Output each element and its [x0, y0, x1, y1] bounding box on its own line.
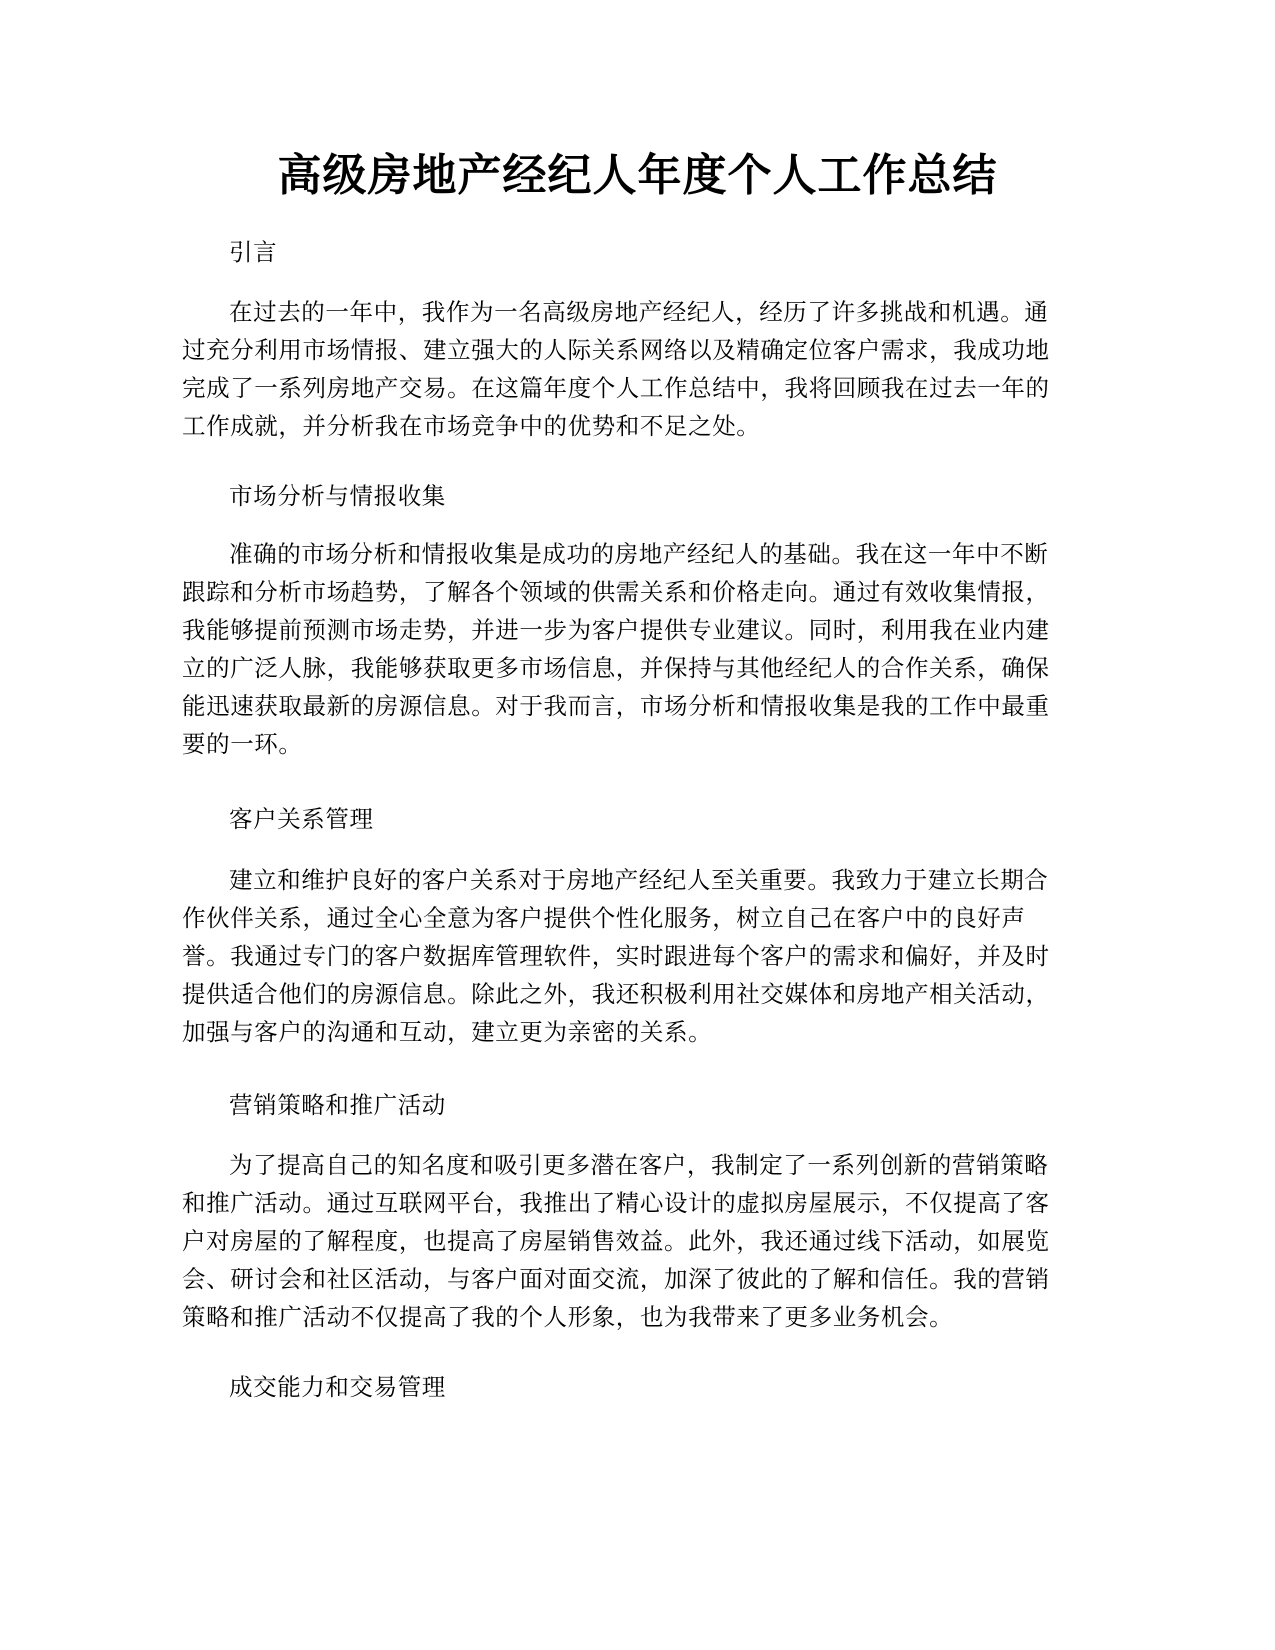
paragraph-line: 提供适合他们的房源信息。除此之外，我还积极利用社交媒体和房地产相关活动， — [182, 980, 1050, 1008]
paragraph-line: 策略和推广活动不仅提高了我的个人形象，也为我带来了更多业务机会。 — [182, 1303, 954, 1331]
paragraph-line: 在过去的一年中，我作为一名高级房地产经纪人，经历了许多挑战和机遇。通 — [229, 298, 1049, 326]
paragraph-line: 准确的市场分析和情报收集是成功的房地产经纪人的基础。我在这一年中不断 — [229, 540, 1049, 568]
section-paragraph-market-analysis — [182, 535, 1080, 763]
paragraph-line: 跟踪和分析市场趋势，了解各个领域的供需关系和价格走向。通过有效收集情报， — [182, 578, 1050, 606]
section-paragraph-client-relations — [182, 861, 1080, 1051]
section-heading-market-analysis: 市场分析与情报收集 — [229, 482, 446, 510]
section-heading-client-relations: 客户关系管理 — [229, 805, 374, 833]
paragraph-line: 誉。我通过专门的客户数据库管理软件，实时跟进每个客户的需求和偏好，并及时 — [182, 942, 1050, 970]
document-title: 高级房地产经纪人年度个人工作总结 — [277, 150, 998, 201]
paragraph-line: 完成了一系列房地产交易。在这篇年度个人工作总结中，我将回顾我在过去一年的 — [182, 374, 1050, 402]
paragraph-line: 为了提高自己的知名度和吸引更多潜在客户，我制定了一系列创新的营销策略 — [229, 1151, 1049, 1179]
paragraph-line: 加强与客户的沟通和互动，建立更为亲密的关系。 — [182, 1018, 713, 1046]
paragraph-line: 要的一环。 — [182, 730, 303, 758]
paragraph-line: 立的广泛人脉，我能够获取更多市场信息，并保持与其他经纪人的合作关系，确保 — [182, 654, 1050, 682]
section-heading-closing-ability: 成交能力和交易管理 — [229, 1373, 446, 1401]
paragraph-line: 作伙伴关系，通过全心全意为客户提供个性化服务，树立自己在客户中的良好声 — [182, 904, 1026, 932]
section-heading-intro: 引言 — [229, 238, 278, 266]
paragraph-line: 建立和维护良好的客户关系对于房地产经纪人至关重要。我致力于建立长期合 — [229, 866, 1049, 894]
section-paragraph-intro — [182, 293, 1080, 445]
paragraph-line: 户对房屋的了解程度，也提高了房屋销售效益。此外，我还通过线下活动，如展览 — [182, 1227, 1050, 1255]
paragraph-line: 工作成就，并分析我在市场竞争中的优势和不足之处。 — [182, 412, 761, 440]
section-heading-marketing: 营销策略和推广活动 — [229, 1091, 446, 1119]
paragraph-line: 过充分利用市场情报、建立强大的人际关系网络以及精确定位客户需求，我成功地 — [182, 336, 1050, 364]
paragraph-line: 会、研讨会和社区活动，与客户面对面交流，加深了彼此的了解和信任。我的营销 — [182, 1265, 1050, 1293]
section-paragraph-marketing — [182, 1146, 1080, 1336]
paragraph-line: 能迅速获取最新的房源信息。对于我而言，市场分析和情报收集是我的工作中最重 — [182, 692, 1050, 720]
paragraph-line: 我能够提前预测市场走势，并进一步为客户提供专业建议。同时，利用我在业内建 — [182, 616, 1050, 644]
paragraph-line: 和推广活动。通过互联网平台，我推出了精心设计的虚拟房屋展示，不仅提高了客 — [182, 1189, 1050, 1217]
